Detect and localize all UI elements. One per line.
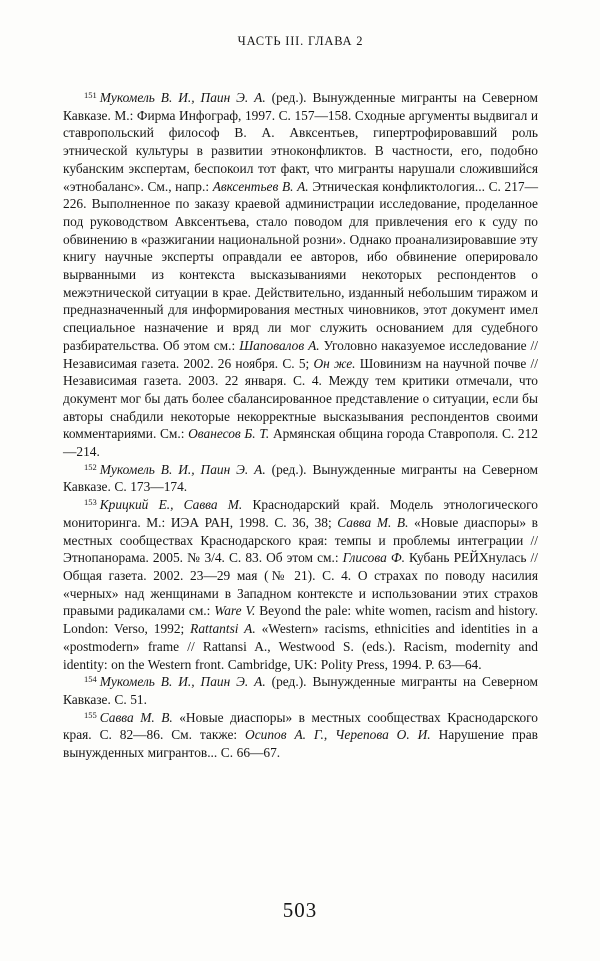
citation-author: Мукомель В. И., Паин Э. А. (99, 674, 266, 690)
footnote (63, 709, 538, 762)
citation-author: Авксентьев В. А. (212, 178, 309, 194)
footnote-text: Армянская община города Ставрополя. С. 212—214. (63, 426, 538, 460)
page-number: 503 (282, 898, 318, 922)
footnote-number: 151 (84, 90, 97, 100)
footnote-text: Шовинизм на научной почве // Независимая газета. 2003. 22 января. С. 4. Между тем критики отмечали, что документ мог бы дать более сбалансированное представление о ситуации, если бы авторы снабдили некоторые некорректные высказывания респондентов своими комментариями. См.: (63, 355, 539, 442)
footnote-text: (ред.). Вынужденные мигранты на Северном Кавказе. С. 51. (63, 674, 538, 707)
citation-author: Шаповалов А. (239, 337, 320, 353)
footnote (63, 461, 538, 496)
footnote-text: Краснодарский край. Модель этнологического мониторинга. М.: ИЭА РАН, 1998. С. 36, 38; (63, 497, 538, 530)
citation-author: Ованесов Б. Т. (188, 426, 270, 442)
citation-author: Савва М. В. (99, 709, 173, 725)
citation-author: Осипов А. Г., Черепова О. И. (245, 727, 431, 743)
citation-author: Крицкий Е., Савва М. (99, 497, 243, 513)
footnote-number: 153 (84, 497, 97, 508)
citation-author: Глисова Ф. (342, 550, 405, 566)
footnote (63, 89, 538, 461)
footnote-text: (ред.). Вынужденные мигранты на Северном Кавказе. С. 173—174. (63, 461, 538, 495)
citation-author: Савва М. В. (337, 514, 409, 530)
footnote-number: 155 (84, 709, 97, 720)
footnote-text: (ред.). Вынужденные мигранты на Северном Кавказе. М.: Фирма Инфограф, 1997. С. 157—158. Сходные аргументы выдвигал и ставропольский философ В. А. Авксентьев, гипертрофировавший роль этнической культуры в развитии этноконфликтов. В частности, его, подобно кубанским экспертам, беспокоил тот факт, что мигранты нарушали сложившийся «этнобаланс». См., напр.: (63, 90, 538, 194)
citation-author: Rattantsi A. (190, 621, 256, 637)
citation-author: Ware V. (214, 603, 256, 619)
footnote-list (63, 89, 538, 762)
footnote-number: 152 (84, 461, 97, 472)
footnote-text: «Новые диаспоры» в местных сообществах Краснодарского края: темпы и проблемы интеграции // Этнопанорама. 2005. № 3/4. С. 83. Об этом см.: (63, 514, 538, 566)
footnote-text: Beyond the pale: white women, racism and history. London: Verso, 1992; (63, 603, 539, 637)
footnote-text: Кубань РЕЙХнулась // Общая газета. 2002. 23—29 мая (№ 21). С. 4. О страхах по поводу насилия «черных» над женщинами в Западном контексте и использовании этих страхов правыми радикалами см.: (63, 550, 538, 619)
footnote-text: «Новые диаспоры» в местных сообществах Краснодарского края. С. 82—86. См. также: (63, 709, 538, 743)
footnote-text: Этническая конфликтология... С. 217—226. Выполненное по заказу краевой администрации исследование, проделанное под руководством Авксентьева, стало поводом для привлечения его к суду по обвинению в «разжигании национальной розни». Однако проанализировавшие эту книгу научные эксперты оправдали ее авторов, ибо обвинение оперировало вырванными из контекста высказываниями некоторых респондентов о межэтнической ситуации в крае. Действительно, изданный небольшим тиражом и предназначенный для информирования местных чиновников, этот документ имел специальное назначение и вряд ли мог служить основанием для судебного разбирательства. Об этом см.: (63, 178, 538, 353)
footnote (63, 673, 538, 708)
footnote-text: «Western» racisms, ethnicities and identities in a «postmodern» frame // Rattansi A., Westwood S. (eds.). Racism, modernity and identity: on the Western front. Cambridge, UK: Polity Press, 1994. P. 63—64. (63, 621, 538, 672)
citation-author: Мукомель В. И., Паин Э. А. (99, 90, 266, 105)
footnote (63, 496, 538, 673)
citation-author: Мукомель В. И., Паин Э. А. (99, 461, 266, 477)
citation-author: Он же. (313, 355, 356, 371)
footnote-text: Уголовно наказуемое исследование // Независимая газета. 2002. 26 ноября. С. 5; (63, 337, 538, 371)
running-header: ЧАСТЬ III. ГЛАВА 2 (237, 34, 364, 48)
footnote-text: Нарушение прав вынужденных мигрантов... С. 66—67. (63, 727, 538, 761)
footnote-number: 154 (84, 674, 97, 685)
